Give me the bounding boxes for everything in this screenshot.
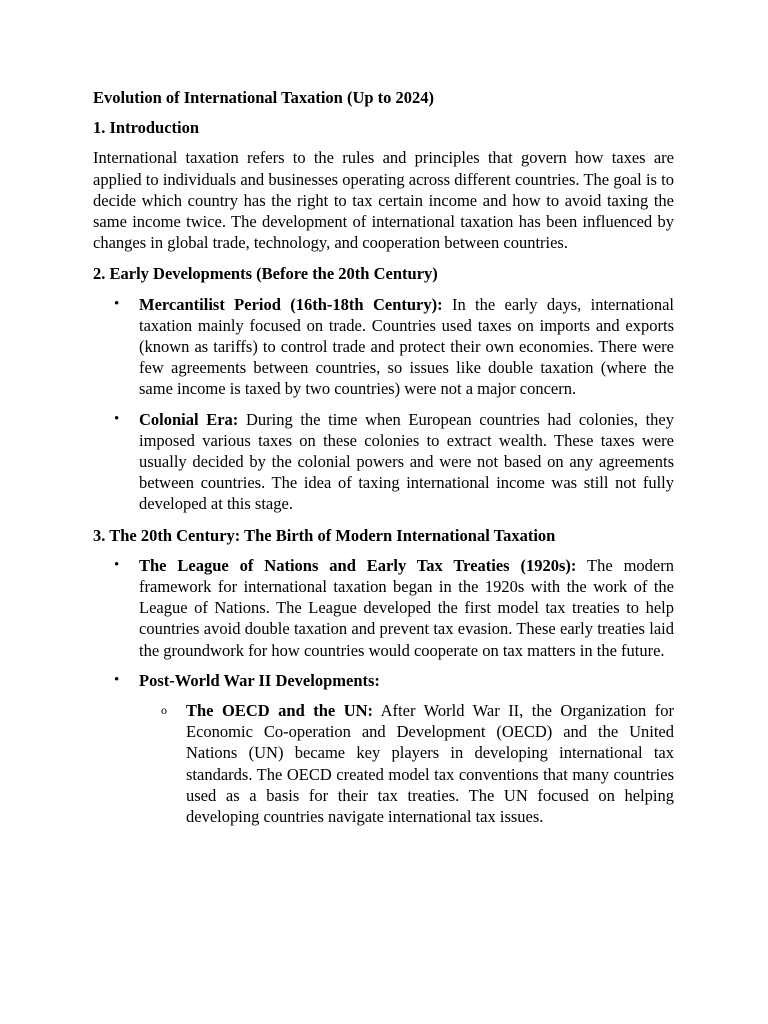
list-item — [93, 409, 674, 515]
post-war-sublist — [139, 700, 674, 827]
document-title: Evolution of International Taxation (Up to 2024) — [93, 88, 435, 107]
sub-list-item-text: After World War II, the Organization for Economic Co-operation and Development (OECD) and the United Nations (UN) became key players in developing international tax standards. The OECD created model tax conventions that many countries used as a basis for their tax treaties. The UN focused on helping developing countries navigate international tax issues. — [186, 701, 674, 827]
list-item-text: In the early days, international taxation mainly focused on trade. Countries used taxes on imports and exports (known as tariffs) to control trade and protect their own economies. There were few agreements between countries, so issues like double taxation (where the same income is taxed by two countries) were not a major concern. — [139, 294, 674, 399]
list-item — [93, 670, 674, 827]
section-heading-20th-century: 3. The 20th Century: The Birth of Modern International Taxation — [93, 525, 556, 545]
document-page — [93, 87, 674, 837]
sub-list-item-term: The OECD and the UN: — [186, 701, 374, 721]
list-item-term: The League of Nations and Early Tax Treaties (1920s): — [139, 555, 577, 575]
introduction-paragraph: International taxation refers to the rules and principles that govern how taxes are applied to individuals and businesses operating across different countries. The goal is to decide which country has the right to tax certain income and how to avoid taxing the same income twice. The development of international taxation has been influenced by changes in global trade, technology, and cooperation between countries. — [93, 148, 674, 253]
list-item-text: The modern framework for international taxation began in the 1920s with the work of the League of Nations. The League developed the first model tax treaties to help countries avoid double taxation and prevent tax evasion. These early treaties laid the groundwork for how countries would cooperate on tax matters in the future. — [139, 555, 674, 660]
section-heading-early-developments: 2. Early Developments (Before the 20th Century) — [93, 264, 438, 284]
list-item — [93, 294, 674, 400]
bullet-icon: • — [114, 410, 120, 427]
list-item-term: Mercantilist Period (16th-18th Century): — [139, 294, 443, 314]
twentieth-century-list — [93, 555, 674, 827]
bullet-icon: • — [114, 671, 120, 688]
circle-bullet-icon: o — [161, 703, 167, 718]
bullet-icon: • — [114, 556, 120, 573]
bullet-icon: • — [114, 295, 120, 312]
list-item-term: Post-World War II Developments: — [139, 670, 380, 690]
section-heading-introduction: 1. Introduction — [93, 118, 200, 138]
list-item — [93, 555, 674, 661]
early-developments-list — [93, 294, 674, 515]
list-item-text: During the time when European countries had colonies, they imposed various taxes on these colonies to extract wealth. These taxes were usually decided by the colonial powers and were not based on any agreements between countries. The idea of taxing international income was still not fully developed at this stage. — [139, 409, 675, 514]
sub-list-item — [139, 700, 674, 827]
list-item-term: Colonial Era: — [139, 409, 239, 429]
